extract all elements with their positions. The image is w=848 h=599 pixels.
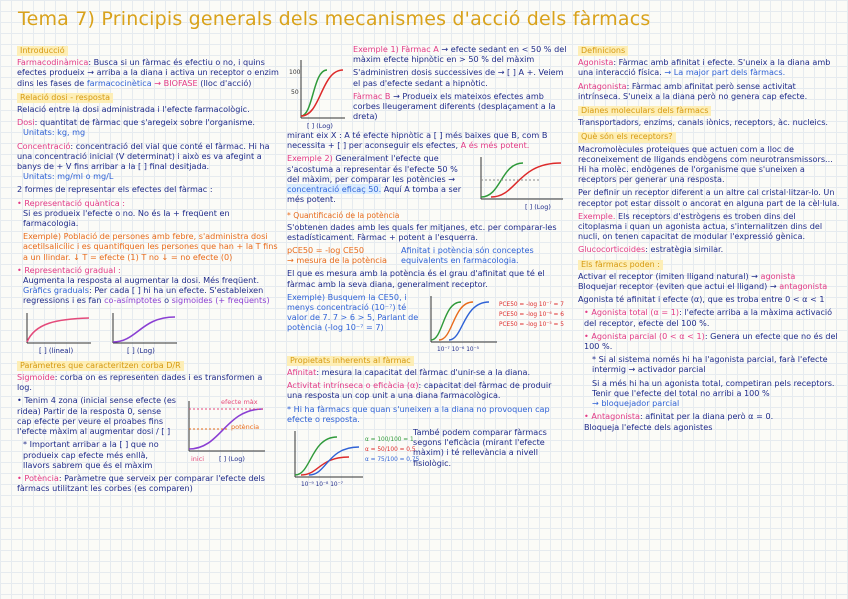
- potencia-paragraph: [17, 473, 279, 493]
- heading-propietats: Propietats inherents al fàrmac: [287, 356, 414, 366]
- sigmoide-text: : corba on es representen dades i es transformen a log.: [17, 372, 263, 393]
- example1-line: [353, 44, 567, 64]
- term-agonista-parcial: • Agonista parcial (0 < α < 1): [584, 330, 705, 341]
- g3-x-label: 10⁻⁷ 10⁻⁶ 10⁻⁵: [437, 346, 479, 353]
- term-sigmoides: sigmoides (+ freqüents): [171, 295, 270, 306]
- farmacodinamica-paragraph: [17, 57, 279, 88]
- g4-c-label: α = 75/100 = 0,75: [365, 457, 420, 464]
- total-text: : l'efecte arriba a la màxima activació del receptor, efecte del 100 %.: [584, 307, 833, 328]
- example1-heading: Exemple 1) Fàrmac A: [353, 44, 439, 54]
- heading-definicions: Definicions: [578, 46, 628, 56]
- heading-quant-potencia: * Quantificació de la potència: [287, 211, 400, 221]
- parcial-sub: * Si al sistema només hi ha l'agonista parcial, farà l'efecte intermig → activador parcial: [592, 354, 828, 375]
- antagonista2-text: : afinitat per la diana però α = 0.: [639, 411, 774, 422]
- term-agonista: Agonista: [578, 57, 614, 68]
- agonista-tail: → La major part dels fàrmacs.: [664, 67, 786, 78]
- antagonista3-text: Bloqueja l'efecte dels agonistes: [584, 421, 713, 432]
- bloquejar-text: Bloquejar receptor (eviten que actui el lligand) →: [578, 281, 777, 292]
- farmacodinamica-text: : Busca si un fàrmac és efectiu o no, i quins efectes produeix → arriba a la diana i activa un receptor o enzim dins les fases de: [17, 57, 279, 88]
- pec50-label: pCE50 = -log CE50: [287, 245, 365, 256]
- graph3-inici-label: inici: [191, 455, 205, 464]
- g4-a-label: α = 100/100 = 1: [365, 437, 414, 444]
- term-farmacodinamica: Farmacodinàmica: [17, 57, 89, 68]
- gluco-text: : estratègia similar.: [645, 244, 724, 255]
- intrinseca-text: : capacitat del fàrmac de produir una resposta un cop unit a una diana farmacològica.: [287, 380, 552, 401]
- term-antagonista2: antagonista: [779, 281, 828, 292]
- g3-b-label: PCE50 = -log 10⁻⁶ = 6: [499, 311, 564, 318]
- example2-a: [287, 153, 465, 204]
- example1-c: [353, 91, 567, 122]
- exemple-text: Els receptors d'estrògens es troben dins del citoplasma i quan un agonista actua, s'internalitzen dins del nucli, on tenen capacitat de modular l'expressió gènica.: [578, 210, 823, 242]
- term-agonista-total: • Agonista total (α = 1): [584, 307, 680, 318]
- pec50-left: [287, 245, 391, 265]
- graph3-potencia-label: potència: [231, 423, 260, 432]
- dose-text: Relació entre la dosi administrada i l'efecte farmacològic.: [17, 104, 250, 115]
- word-o: o: [164, 295, 170, 306]
- ag-alpha-text: Agonista té afinitat i efecte (α), que es troba entre 0 < α < 1: [578, 294, 825, 305]
- intrinseca-paragraph: [287, 380, 569, 400]
- two-forms-text: 2 formes de representar els efectes del fàrmac :: [17, 184, 213, 195]
- heading-introduccio: Introducció: [17, 46, 68, 56]
- sigmoide-zones: • Tenim 4 zona (inicial sense efecte (es ridea) Partir de la resposta 0, sense cap efecte per veure el proabes fins l'efecte màxim al augmentar dosi / [ ]: [17, 395, 177, 437]
- g1-50-label: 50: [291, 89, 299, 96]
- term-agonista2: agonista: [760, 270, 796, 281]
- receptors-text2: Per definir un receptor diferent a un altre cal cristal·litzar-lo. Un receptor pot estar dissolt o ancorat en alguna part de la cèl·lula.: [578, 187, 840, 208]
- example1-notes: [353, 44, 567, 130]
- concentracio-units: Unitats: mg/ml o mg/L: [23, 171, 114, 182]
- antagonista2-paragraph: [578, 411, 840, 431]
- example1-a: → efecte sedant en < 50 % del màxim efecte hipnòtic en > 50 % del màxim: [353, 44, 567, 65]
- dosi-paragraph: [17, 117, 279, 137]
- heading-dianes: Dianes moleculars dels fàrmacs: [578, 106, 711, 116]
- example2-a-text: Generalment l'efecte que s'acostuma a representar és l'efecte 50 % del màxim, per comparar les potències →: [287, 153, 458, 184]
- graph-log: [113, 313, 177, 355]
- example2-notes: [287, 153, 465, 211]
- agonista-text: : Fàrmac amb afinitat i efecte. S'uneix a la diana amb una interacció física.: [578, 57, 831, 78]
- heading-dosi-resposta: Relació dosi - resposta: [17, 93, 113, 103]
- afinitat-text: : mesura la capacitat del fàrmac d'unir-se a la diana.: [316, 367, 531, 378]
- page-title: Tema 7) Principis generals dels mecanismes d'acció dels fàrmacs: [18, 8, 651, 30]
- graph-log-label: [ ] (Log): [127, 346, 155, 355]
- term-exemple: Exemple.: [578, 210, 616, 221]
- term-sigmoide: Sigmoide: [17, 372, 55, 383]
- measure-text: El que es mesura amb la potència és el grau d'afinitat que té el fàrmac amb la seva diana, generalment receptor.: [287, 268, 545, 289]
- term-antagonista: Antagonista: [578, 80, 627, 91]
- graph-linear: [27, 313, 91, 355]
- g4-b-label: α = 50/100 = 0,5: [365, 447, 416, 454]
- heading-graded: • Representació gradual :: [17, 264, 121, 275]
- example2-heading: Exemple 2): [287, 153, 333, 164]
- graph-linear-label: [ ] (lineal): [39, 346, 74, 355]
- term-glucocorticoides: Glucocorticoides: [578, 244, 646, 255]
- afinitat-paragraph: [287, 367, 569, 377]
- example1-e: A és més potent.: [460, 140, 530, 151]
- example1-block: [287, 44, 569, 130]
- example1-c-text: → Produeix els mateixos efectes amb corbes lleugerament diferents (desplaçament a la dreta): [353, 90, 556, 122]
- g3-c-label: PCE50 = -log 10⁻⁵ = 5: [499, 321, 564, 328]
- example3-block: [287, 292, 569, 354]
- sigmoide-graph: [181, 395, 271, 465]
- dosi-units: Unitats: kg, mg: [23, 127, 86, 138]
- example1-graph: [287, 44, 347, 130]
- graded-graphs-term: Gràfics graduals: [23, 285, 90, 296]
- term-afinitat: Afinitat: [287, 367, 317, 378]
- graph3-x-label: [ ] (Log): [219, 455, 245, 464]
- term-farmac-b: Fàrmac B: [353, 90, 391, 101]
- heading-parametres: Paràmetres que caracteritzen corba D/R: [17, 361, 184, 371]
- bloquejador-parcial: → bloquejador parcial: [592, 398, 680, 409]
- example2-graph: [471, 153, 567, 211]
- example2-b: Aquí A tomba a ser més potent.: [287, 184, 462, 205]
- biofase-note: (lloc d'acció): [200, 77, 252, 88]
- parcial-sub2: [578, 378, 840, 409]
- example1-b: S'administren dosis successives de → [ ] A +. Veiem el pas d'efecte sedant a hipnòtic.: [353, 67, 564, 88]
- example3-text: [287, 292, 419, 351]
- quantal-example: Exemple) Població de persones amb febre, s'administra dosi acetilsalicílic i es quantifiquen les persones que han + la T fins a un llindar. ↓ T = efecte (1) T no ↓ = no efecte (0): [23, 231, 278, 262]
- gluco-paragraph: [578, 244, 840, 254]
- heading-receptors: Què són els receptors?: [578, 132, 676, 142]
- total-paragraph: [578, 307, 840, 327]
- sigmoide-paragraph: [17, 372, 279, 392]
- eficacia-block: [287, 427, 569, 489]
- term-dosi: Dosi: [17, 117, 35, 128]
- example3-graph: [423, 292, 563, 354]
- sigmoide-important: * Important arribar a la [ ] que no produeix cap efecte més enllà, llavors sabrem que és el màxim: [23, 439, 159, 470]
- g2-x-label: [ ] (Log): [525, 203, 551, 212]
- term-ec50: concentració eficaç 50.: [287, 184, 382, 195]
- dosi-text: : quantitat de fàrmac que s'aregeix sobre l'organisme.: [34, 117, 255, 128]
- quant-text: S'obtenen dades amb les quals fer mitjanes, etc. per comparar-les estadísticament. Fàrmac + potent a l'esquerra.: [287, 221, 557, 242]
- term-antagonista3: • Antagonista: [584, 411, 640, 422]
- term-concentracio: Concentració: [17, 140, 71, 151]
- pec50-right: Afinitat i potència són conceptes equivalents en farmacologia.: [401, 245, 534, 266]
- eficacia-graph: [287, 427, 420, 489]
- column-right: [578, 44, 840, 435]
- example1-d: [287, 130, 569, 150]
- antagonista-text: : Fàrmac amb afinitat però sense activitat intrínseca. S'uneix a la diana però no genera cap efecte.: [578, 80, 808, 101]
- graded-text2: : Per cada [ ] hi ha un efecte. S'estableixen regressions i es fan: [23, 285, 264, 306]
- dianes-text: Transportadors, enzims, canals iònics, receptors, àc. nucleics.: [578, 117, 828, 128]
- sigmoide-notes: [17, 395, 177, 472]
- activar-line: [578, 271, 840, 291]
- parcial-text: : Genera un efecte que no és del 100 %.: [584, 330, 838, 352]
- example1-d-text: mirant eix X : A té efecte hipnòtic a [ ] més baixes que B, com B necessita + [ ] per aconseguir els efectes,: [287, 130, 548, 151]
- heading-quantal: • Representació quàntica :: [17, 197, 126, 208]
- pec50-sub: → mesura de la potència: [287, 255, 387, 266]
- column-middle: [287, 44, 569, 489]
- concentracio-paragraph: [17, 141, 279, 182]
- graph3-max-label: efecte màx: [221, 398, 258, 407]
- term-farmacocinetica: farmacocinètica: [86, 77, 152, 88]
- pec50-block: [287, 245, 569, 268]
- graded-mini-graphs: [17, 309, 197, 357]
- parcial-paragraph: [578, 331, 840, 351]
- concentracio-text: : concentració del vial que conté el fàrmac. Hi ha una concentració inicial (V determinat) i això es va afegint a banys de + V fins arribar a la [ ] final desitjada.: [17, 140, 270, 172]
- also-text: També podem comparar fàrmacs segons l'eficàcia (mirant l'efecte màxim) i té rellevància a nivell fisiològic.: [413, 427, 547, 468]
- term-potencia: • Potència: [17, 472, 59, 483]
- column-left: [17, 44, 279, 496]
- activar-text: Activar el receptor (imiten lligand natural) →: [578, 270, 758, 281]
- potencia-text: : Paràmetre que serveix per comparar l'efecte dels fàrmacs utilitzant les corbes (es comparen): [17, 472, 266, 494]
- g1-100-label: 100: [289, 69, 301, 76]
- receptors-text: Macromolècules proteiques que actuen com a lloc de reconeixement de lligands endògens com neurotransmissors... Hi ha molèc. endògenes de l'organisme que s'uneixen a receptors per generar una resposta.: [578, 143, 833, 185]
- agonista-paragraph: [578, 57, 840, 77]
- parcial-sub2-text: Si a més hi ha un agonista total, competiran pels receptors. Tenir que l'efecte del total no arribi a 100 %: [592, 377, 835, 398]
- term-biofase: → BIOFASE: [154, 77, 198, 88]
- antagonista-paragraph: [578, 81, 840, 101]
- exemple-paragraph: [578, 211, 840, 242]
- term-activitat-intrinseca: Activitat intrínseca o eficàcia (α): [287, 380, 419, 391]
- example2-block: [287, 153, 569, 211]
- example3-body: Exemple) Busquem la CE50, i menys concentració (10⁻⁷) té valor de 7. 7 > 6 > 5, Parlant de potència (-log 10⁻⁷ = 7): [287, 291, 419, 333]
- quantal-text: Si es produeix l'efecte o no. No és la + freqüent en farmacologia.: [23, 207, 230, 229]
- g4-x-label: 10⁻⁹ 10⁻⁸ 10⁻⁷: [301, 482, 343, 489]
- graded-text: Augmenta la resposta al augmentar la dosi. Més freqüent.: [23, 275, 260, 286]
- hi-ha-text: * Hi ha fàrmacs que quan s'uneixen a la diana no provoquen cap efecte o resposta.: [287, 403, 550, 424]
- g1-x-label: [ ] (Log): [307, 122, 333, 130]
- term-asimptotes: co-asímptotes: [104, 295, 162, 306]
- g3-a-label: PCE50 = -log 10⁻⁷ = 7: [499, 301, 564, 308]
- graded-paragraph: [17, 275, 279, 306]
- sigmoide-block: [17, 395, 279, 472]
- heading-poden: Els fàrmacs poden :: [578, 260, 663, 270]
